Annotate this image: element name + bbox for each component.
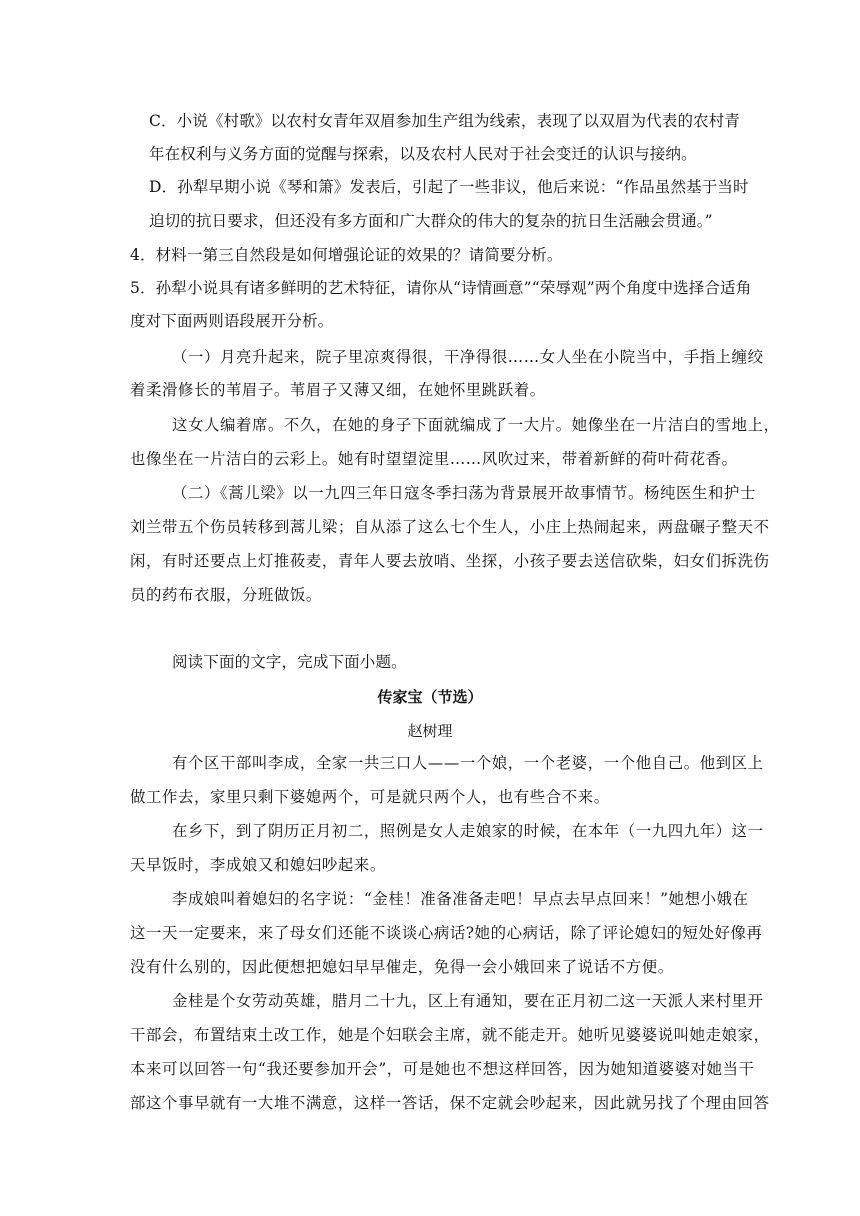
reading-line: 本来可以回答一句“我还要参加开会”，可是她也不想这样回答，因为她知道婆婆对她当干	[130, 1060, 755, 1078]
reading-title: 传家宝（节选）	[377, 688, 483, 706]
option-c-line-2: 年在权利与义务方面的觉醒与探索，以及农村人民对于社会变迁的认识与接纳。	[149, 145, 697, 163]
question-5-line-2: 度对下面两则语段展开分析。	[130, 312, 334, 330]
question-5-line-1: 5．孙犁小说具有诸多鲜明的艺术特征，请你从“诗情画意”“荣辱观”两个角度中选择合适角	[130, 279, 752, 297]
reading-line: 有个区干部叫李成，全家一共三口人——一个娘，一个老婆，一个他自己。他到区上	[172, 754, 764, 772]
reading-line: 李成娘叫着媳妇的名字说：“金桂！准备准备走吧！早点去早点回来！”她想小娥在	[172, 890, 749, 908]
excerpt-2-line-1: （二）《蒿儿梁》以一九四三年日寇冬季扫荡为背景展开故事情节。杨纯医生和护士	[172, 484, 756, 502]
reading-line: 在乡下，到了阴历正月初二，照例是女人走娘家的时候，在本年（一九四九年）这一	[172, 822, 764, 840]
reading-line: 部这个事早就有一大堆不满意，这样一答话，保不定就会吵起来，因此就另找了个理由回答	[130, 1094, 770, 1112]
excerpt-2-line-2: 刘兰带五个伤员转移到蒿儿梁；自从添了这么七个生人，小庄上热闹起来，两盘碾子整天不	[130, 518, 770, 536]
excerpt-1-line-2: 着柔滑修长的苇眉子。苇眉子又薄又细，在她怀里跳跃着。	[130, 381, 546, 399]
option-d-line-1: D．孙犁早期小说《琴和箫》发表后，引起了一些非议，他后来说：“作品虽然基于当时	[149, 178, 749, 196]
option-c-line-1: C．小说《村歌》以农村女青年双眉参加生产组为线索，表现了以双眉为代表的农村青	[149, 112, 741, 130]
reading-author: 赵树理	[407, 722, 453, 740]
excerpt-1-line-4: 也像坐在一片洁白的云彩上。她有时望望淀里……风吹过来，带着新鲜的荷叶荷花香。	[130, 450, 738, 468]
reading-line: 干部会，布置结束土改工作，她是个妇联会主席，就不能走开。她听见婆婆说叫她走娘家，	[130, 1026, 770, 1044]
reading-line: 天早饭时，李成娘又和媳妇吵起来。	[130, 856, 386, 874]
reading-line: 做工作去，家里只剩下婆媳两个，可是就只两个人，也有些合不来。	[130, 788, 610, 806]
option-d-line-2: 迫切的抗日要求，但还没有多方面和广大群众的伟大的复杂的抗日生活融会贯通。”	[149, 212, 713, 230]
reading-line: 金桂是个女劳动英雄，腊月二十九，区上有通知，要在正月初二这一天派人来村里开	[172, 992, 764, 1010]
reading-line: 这一天一定要来，来了母女们还能不谈谈心病话?她的心病话，除了评论媳妇的短处好像再	[130, 924, 763, 942]
excerpt-2-line-3: 闲，有时还要点上灯推莜麦，青年人要去放哨、坐探，小孩子要去送信砍柴，妇女们拆洗伤	[130, 552, 770, 570]
reading-line: 没有什么别的，因此便想把媳妇早早催走，免得一会小娥回来了说话不方便。	[130, 958, 674, 976]
excerpt-2-line-4: 员的药布衣服，分班做饭。	[130, 586, 322, 604]
excerpt-1-line-3: 这女人编着席。不久，在她的身子下面就编成了一大片。她像坐在一片洁白的雪地上，	[172, 416, 780, 434]
reading-instruction: 阅读下面的文字，完成下面小题。	[172, 653, 407, 671]
excerpt-1-line-1: （一）月亮升起来，院子里凉爽得很，干净得很……女人坐在小院当中，手指上缠绞	[172, 348, 764, 366]
question-4: 4．材料一第三自然段是如何增强论证的效果的？请简要分析。	[130, 246, 563, 264]
